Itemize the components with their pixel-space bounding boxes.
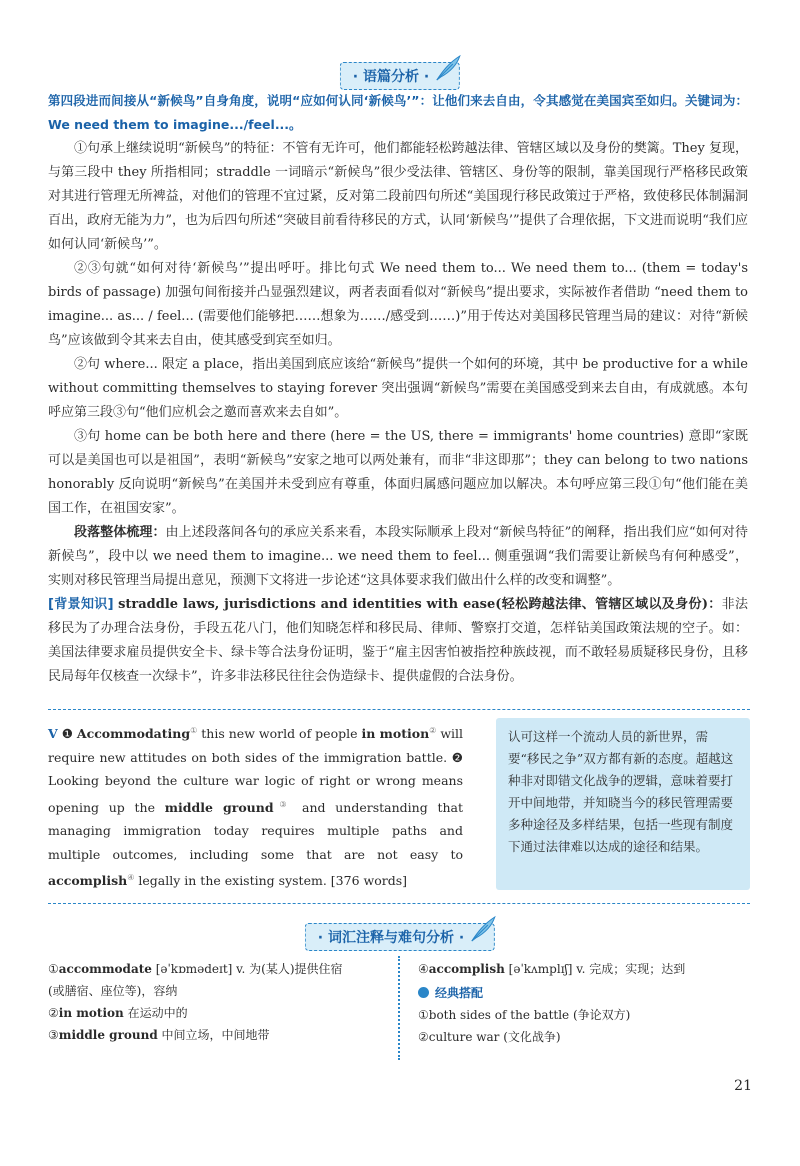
background-term: straddle laws, jurisdictions and identities with ease [118, 597, 496, 612]
translation-box [496, 718, 750, 890]
section-intro: 第四段进而间接从“新候鸟”自身角度，说明“应如何认同‘新候鸟’”：让他们来去自由，令其感觉在美国宾至如归。关键词为：We need them to imagine.../feel...。 [48, 93, 748, 132]
word-count: [376 words] [330, 873, 407, 889]
vocab-accomplish: accomplish [48, 873, 128, 889]
collocation-item: ②culture war (文化战争) [418, 1030, 561, 1044]
sentence-2-number: ❷ [451, 749, 463, 765]
background-term-gloss: (轻松跨越法律、管辖区域以及身份)： [495, 597, 722, 612]
vocab-in-motion: in motion [361, 726, 430, 742]
vocab-item: ②in motion 在运动中的 [48, 1006, 188, 1020]
feather-pen-icon [433, 53, 463, 83]
vocab-item: (或膳宿、座位等)，容纳 [48, 984, 178, 998]
vocab-accommodating: Accommodating [76, 726, 191, 742]
background-knowledge [48, 593, 748, 689]
vocab-list-right [418, 958, 758, 1048]
summary-label: 段落整体梳理： [74, 525, 166, 540]
background-label: [背景知识] [48, 597, 114, 612]
vocab-item: ①accommodate [əˈkɒmədeɪt] v. 为(某人)提供住宿 [48, 962, 343, 976]
translation-text: 认可这样一个流动人员的新世界，需要“移民之争”双方都有新的态度。超越这种非对即错文化战争的逻辑，意味着要打开中间地带，并知晓当今的移民管理需要多种途径及多样结果，包括一些现有制度下通过法律难以达成的途径和结果。 [508, 729, 734, 854]
feather-pen-icon [468, 914, 498, 944]
divider [48, 903, 750, 904]
analysis-paragraph-3: ②句 where... 限定 a place，指出美国到底应该给“新候鸟”提供一个如何的环境，其中 be productive for a while without committing themselves to staying forever 突出强调“新候鸟”需要在美国感受到来去自由，有成就感。本句呼应第三段③句“他们应机会之邀而喜欢来去自如”。 [48, 357, 748, 420]
background-text: 非法移民为了办理合法身份，手段五花八门，他们知晓怎样和移民局、律师、警察打交道，怎样钻美国政策法规的空子。如：美国法律要求雇员提供安全卡、绿卡等合法身份证明，鉴于“雇主因害怕被指控种族歧视，而不敢轻易质疑移民身份，且移民局每年仅核查一次绿卡”，许多非法移民往往会伪造绿卡、提供虚假的合法身份。 [48, 597, 748, 684]
bullet-dot-icon [418, 987, 429, 998]
collocation-heading: 经典搭配 [418, 982, 758, 1004]
vocab-item: ④accomplish [əˈkʌmplɪʃ] v. 完成；实现；达到 [418, 962, 686, 976]
vocab-banner-label: · 词汇注释与难句分析 · [317, 930, 465, 946]
collocation-item: ①both sides of the battle (争论双方) [418, 1008, 631, 1022]
analysis-paragraph-1: ①句承上继续说明“新候鸟”的特征：不管有无许可，他们都能轻松跨越法律、管辖区域以及身份的樊篱。They 复现，与第三段中 they 所指相同；straddle 一词暗示“新候鸟”很少受法律、管辖区、身份等的限制，靠美国现行严格移民政策对其进行管理无所裨益，对他们的管理不宜过紧，反对第二段前四句所述“美国现行移民政策过于严格，致使移民体制漏洞百出，政府无能为力”，也为后四句所述“突破目前看待移民的方式，认同‘新候鸟’”提供了合理依据，下文进而说明“我们应如何认同‘新候鸟’”。 [48, 141, 748, 252]
divider [48, 709, 750, 710]
analysis-banner [340, 62, 460, 90]
paragraph-summary [48, 521, 748, 593]
page-number: 21 [734, 1078, 752, 1094]
column-divider [398, 956, 400, 1060]
analysis-paragraph-4: ③句 home can be both here and there (here = the US, there = immigrants' home countries) 意即“家既可以是美国也可以是祖国”，表明“新候鸟”安家之地可以两处兼有，而非“非这即那”；they can belong to two nations honorably 反向说明“新候鸟”在美国并未受到应有尊重，体面归属感问题应加以解决。本句呼应第三段①句“他们能在美国工作，在祖国安家”。 [48, 429, 748, 516]
analysis-banner-label: · 语篇分析 · [352, 69, 430, 85]
summary-text: 由上述段落间各句的承应关系来看，本段实际顺承上段对“新候鸟特征”的阐释，指出我们应“如何对待新候鸟”，段中以 we need them to imagine... we need them to feel... 侧重强调“我们需要让新候鸟有何种感受”，实则对移民管理当局提出意见，预测下文将进一步论述“这具体要求我们做出什么样的改变和调整”。 [48, 525, 748, 588]
english-passage: V ❶ Accommodating① this new world of people in motion② will require new attitudes on both sides of the immigration battle. ❷ Looking beyond the culture war logic of right or wrong means opening up the middle ground③ and understanding that managing immigration today requires multiple paths and multiple outcomes, including some that are not easy to accomplish④ legally in the existing system. [376 words] [48, 726, 464, 889]
vocab-item: ③middle ground 中间立场，中间地带 [48, 1028, 270, 1042]
paragraph-roman-numeral: V [48, 726, 58, 742]
analysis-paragraph-2: ②③句就“如何对待‘新候鸟’”提出呼吁。排比句式 We need them to... We need them to... (them = today's birds of passage) 加强句间衔接并凸显强烈建议，两者表面看似对“新候鸟”提出要求，实际被作者借助 “need them to imagine... as... / feel... (需要他们能够把……想象为……/感受到……)”用于传达对美国移民管理当局的建议：对待“新候鸟”应该做到令其来去自由，使其感受到宾至如归。 [48, 261, 748, 348]
vocab-banner [305, 923, 495, 951]
vocab-middle-ground: middle ground [164, 799, 274, 815]
sentence-1-number: ❶ [61, 726, 73, 742]
vocab-list-left [48, 958, 388, 1046]
